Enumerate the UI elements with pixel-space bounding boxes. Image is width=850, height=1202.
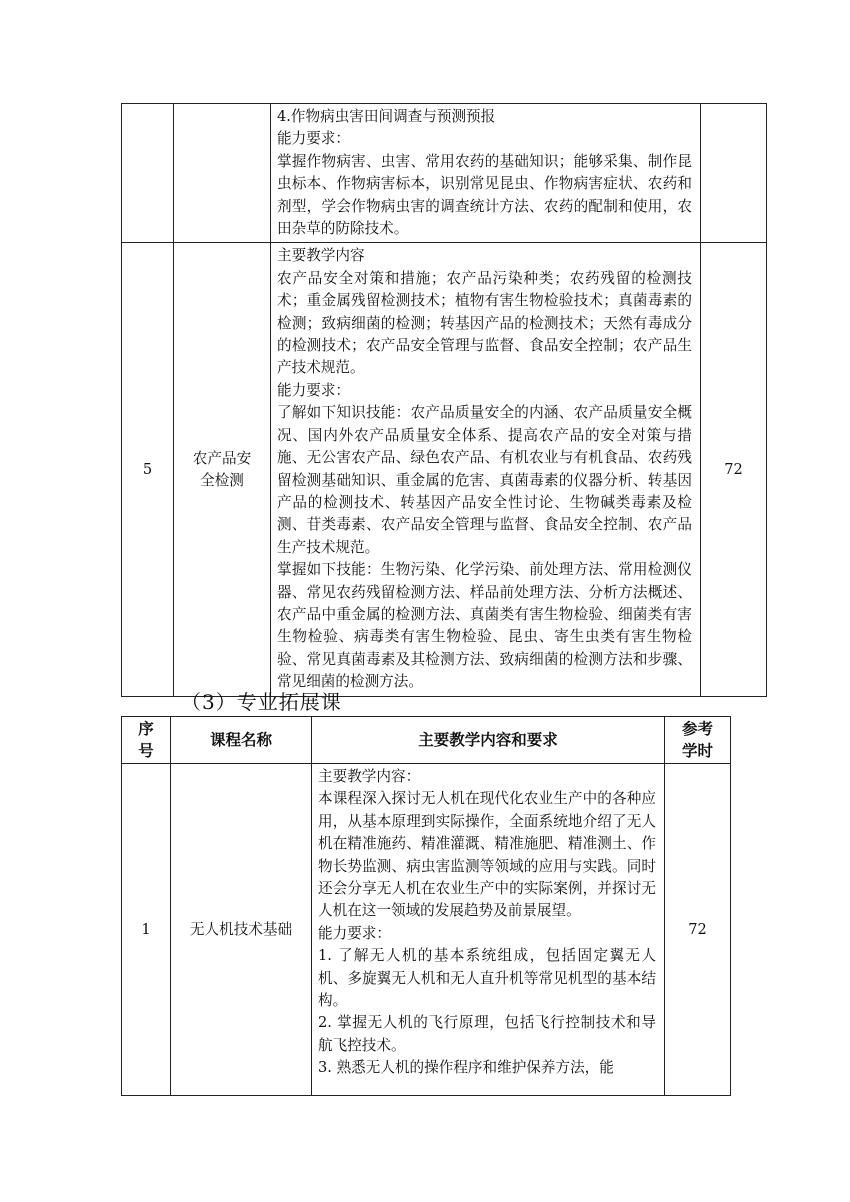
- content-line: 1. 了解无人机的基本系统组成，包括固定翼无人机、多旋翼无人机和无人直升机等常见机型的基本结构。: [318, 947, 656, 1010]
- content-line: 主要教学内容：: [318, 768, 421, 785]
- table-header-row: [122, 717, 731, 764]
- course-content-cell: [312, 764, 665, 1096]
- content-line: 能力要求：: [277, 381, 350, 399]
- course-number-cell: [122, 104, 174, 243]
- content-line: 3. 熟悉无人机的操作程序和维护保养方法，能: [318, 1059, 614, 1077]
- course-name-cell: 无人机技术基础: [171, 764, 312, 1096]
- content-line: 掌握作物病害、虫害、常用农药的基础知识；能够采集、制作昆虫标本、作物病害标本，识别常见昆虫、作物病害症状、农药和剂型，学会作物病虫害的调查统计方法、农药的配制和使用，农田杂草的防除技术。: [277, 152, 692, 238]
- course-content-cell: [271, 243, 701, 696]
- header-course-name: 课程名称: [171, 717, 312, 764]
- header-number: 序号: [122, 717, 171, 764]
- content-line: 掌握如下技能：生物污染、化学污染、前处理方法、常用检测仪器、常见农药残留检测方法、样品前处理方法、分析方法概述、农产品中重金属的检测方法、真菌类有害生物检验、细菌类有害生物检验、病毒类有害生物检验、昆虫、寄生虫类有害生物检验、常见真菌毒素及其检测方法、致病细菌的检测方法和步骤、常见细菌的检测方法。: [277, 561, 692, 691]
- table-row: [122, 764, 731, 1096]
- table-row: [122, 243, 767, 696]
- course-table-core: [121, 103, 767, 697]
- course-name-cell: [174, 104, 271, 243]
- course-hours-cell: 72: [701, 243, 767, 696]
- course-hours-cell: 72: [665, 764, 731, 1096]
- content-line: 能力要求：: [318, 924, 391, 942]
- header-content: 主要教学内容和要求: [312, 717, 665, 764]
- course-name-cell: 农产品安全检测: [174, 243, 271, 696]
- course-content-cell: [271, 104, 701, 243]
- course-number-cell: 5: [122, 243, 174, 696]
- section-title: （3）专业拓展课: [181, 690, 342, 714]
- course-number-cell: 1: [122, 764, 171, 1096]
- course-table-extension: [121, 716, 731, 1096]
- content-line: 能力要求：: [277, 130, 350, 148]
- content-line: 2. 掌握无人机的飞行原理，包括飞行控制技术和导航飞控技术。: [318, 1014, 656, 1054]
- content-line: 了解如下知识技能：农产品质量安全的内涵、农产品质量安全概况、国内外农产品质量安全体系、提高农产品的安全对策与措施、无公害农产品、绿色农产品、有机农业与有机食品、农药残留检测基础知识、重金属的危害、真菌毒素的仪器分析、转基因产品的检测技术、转基因产品安全性讨论、生物碱类毒素及检测、苷类毒素、农产品安全管理与监督、食品安全控制、农产品生产技术规范。: [277, 404, 692, 556]
- content-line: 4.作物病虫害田间调查与预测预报: [277, 108, 496, 125]
- course-hours-cell: [701, 104, 767, 243]
- header-hours: 参考学时: [665, 717, 731, 764]
- content-line: 本课程深入探讨无人机在现代化农业生产中的各种应用，从基本原理到实际操作，全面系统地介绍了无人机在精准施药、精准灌溉、精准施肥、精准测土、作物长势监测、病虫害监测等领域的应用与实践。同时还会分享无人机在农业生产中的实际案例，并探讨无人机在这一领域的发展趋势及前景展望。: [318, 790, 656, 920]
- table-row: [122, 104, 767, 243]
- content-line: 农产品安全对策和措施；农产品污染种类；农药残留的检测技术；重金属残留检测技术；植物有害生物检验技术；真菌毒素的检测；致病细菌的检测；转基因产品的检测技术；天然有毒成分的检测技术；农产品安全管理与监督、食品安全控制；农产品生产技术规范。: [277, 269, 692, 377]
- content-line: 主要教学内容: [277, 247, 365, 265]
